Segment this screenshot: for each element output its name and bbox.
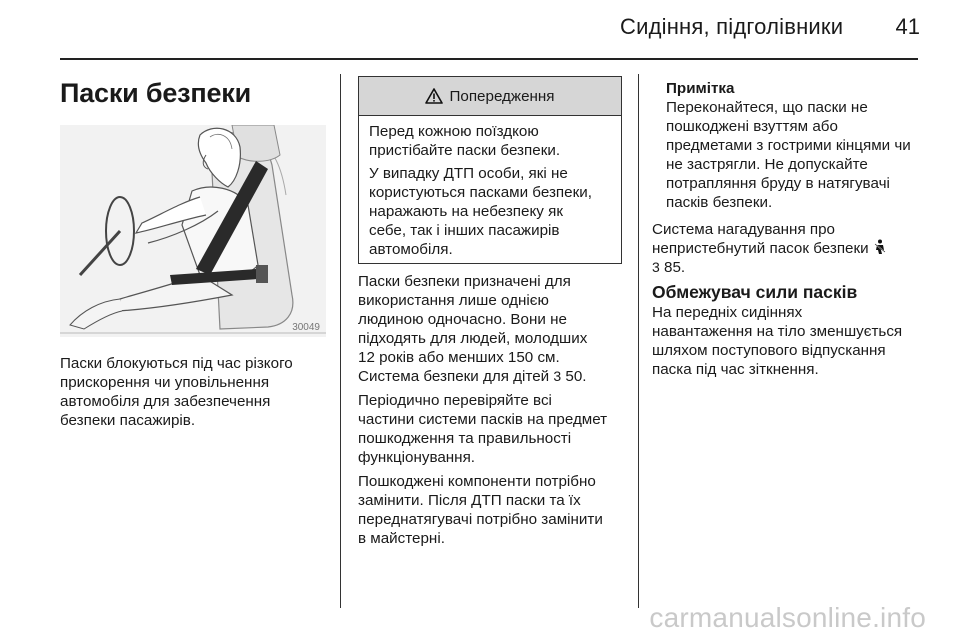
col3-p1-line-2: непристебнутий пасок безпеки <box>652 240 869 257</box>
section-title: Паски безпеки <box>60 78 252 108</box>
note-line-4: не застрягли. Не допускайте <box>666 156 868 173</box>
note-block <box>666 79 926 212</box>
col3-text <box>652 220 932 384</box>
seatbelt-illustration <box>60 125 326 337</box>
col2-paragraph-2 <box>358 391 634 467</box>
col2-paragraph-3 <box>358 472 634 548</box>
col2-text <box>358 272 634 553</box>
col1-line-2: прискорення чи уповільнення <box>60 374 270 391</box>
page-number: 41 <box>895 14 920 39</box>
page-reference-arrow-icon: 3 <box>652 259 660 275</box>
col2-p2-line-4: функціонування. <box>358 449 476 466</box>
warning-p2-line-1: У випадку ДТП особи, які не <box>369 165 568 182</box>
col2-p3-line-4: в майстерні. <box>358 530 445 547</box>
warning-p1-line-1: Перед кожною поїздкою <box>369 123 539 140</box>
column-divider-left <box>340 74 341 608</box>
col2-p2-line-3: пошкодження та правильності <box>358 430 572 447</box>
warning-body <box>359 116 621 259</box>
col2-p1-line-5: 12 років або менших 150 см. <box>358 349 560 366</box>
watermark: carmanualsonline.info <box>649 602 926 633</box>
col2-p1-line-2: використання лише однією <box>358 292 549 309</box>
col2-p1-line-1: Паски безпеки призначені для <box>358 273 571 290</box>
col2-p3-line-2: замінити. Після ДТП паски та їх <box>358 492 581 509</box>
col2-p3-line-3: переднатягувачі потрібно замінити <box>358 511 603 528</box>
col3-p2-line-2: навантаження на тіло зменшується <box>652 323 903 340</box>
note-line-1: Переконайтеся, що паски не <box>666 99 868 116</box>
col1-line-1: Паски блокуються під час різкого <box>60 355 293 372</box>
page-reference-arrow-icon: 3 <box>553 368 562 384</box>
note-line-3: предметами з гострими кінцями чи <box>666 137 911 154</box>
col1-paragraph <box>60 354 330 430</box>
illustration-code: 30049 <box>292 322 320 333</box>
col3-p2-line-4: паска під час зіткнення. <box>652 361 819 378</box>
warning-heading: Попередження <box>449 87 555 105</box>
warning-box <box>358 76 622 264</box>
warning-p2-line-5: автомобіля. <box>369 241 453 258</box>
warning-paragraph-2 <box>369 164 611 259</box>
col3-paragraph-2 <box>652 303 932 379</box>
child-restraint-page-link[interactable]: 50. <box>565 368 587 385</box>
col2-p1-line-3: людиною одночасно. Вони не <box>358 311 567 328</box>
note-line-6: пасків безпеки. <box>666 194 773 211</box>
col2-paragraph-1 <box>358 272 634 386</box>
warning-p2-line-3: наражають на небезпеку як <box>369 203 563 220</box>
warning-p1-line-2: пристібайте паски безпеки. <box>369 142 561 159</box>
warning-header <box>359 77 621 116</box>
col2-p2-line-2: частини системи пасків на предмет <box>358 411 608 428</box>
col2-p2-line-1: Періодично перевіряйте всі <box>358 392 552 409</box>
col3-p2-line-1: На передніх сидіннях <box>652 304 803 321</box>
col2-p3-line-1: Пошкоджені компоненти потрібно <box>358 473 596 490</box>
col3-p2-line-3: шляхом поступового відпускання <box>652 342 886 359</box>
col2-p1-line-4: підходять для людей, молодших <box>358 330 588 347</box>
warning-triangle-icon <box>425 88 443 104</box>
column-divider-right <box>638 74 639 608</box>
note-line-5: потрапляння бруду в натягувачі <box>666 175 890 192</box>
note-label: Примітка <box>666 80 735 97</box>
page-header-title: Сидіння, підголівники <box>620 14 844 39</box>
warning-p2-line-4: себе, так і інших пасажирів <box>369 222 560 239</box>
seatbelt-reminder-icon <box>873 239 886 255</box>
note-line-2: пошкоджені взуттям або <box>666 118 838 135</box>
col1-line-3: автомобіля для забезпечення <box>60 393 271 410</box>
header-rule <box>60 58 918 60</box>
warning-p2-line-2: користуються пасками безпеки, <box>369 184 592 201</box>
col1-line-4: безпеки пасажирів. <box>60 412 196 429</box>
warning-paragraph-1 <box>369 122 611 160</box>
col2-p1-line-6: Система безпеки для дітей <box>358 368 550 385</box>
driver-seatbelt-drawing <box>60 125 326 337</box>
col3-p1-line-1: Система нагадування про <box>652 221 836 238</box>
col3-paragraph-1 <box>652 220 932 277</box>
seatbelt-reminder-page-link[interactable]: 85. <box>664 259 686 276</box>
load-limiter-heading: Обмежувач сили пасків <box>652 282 858 302</box>
